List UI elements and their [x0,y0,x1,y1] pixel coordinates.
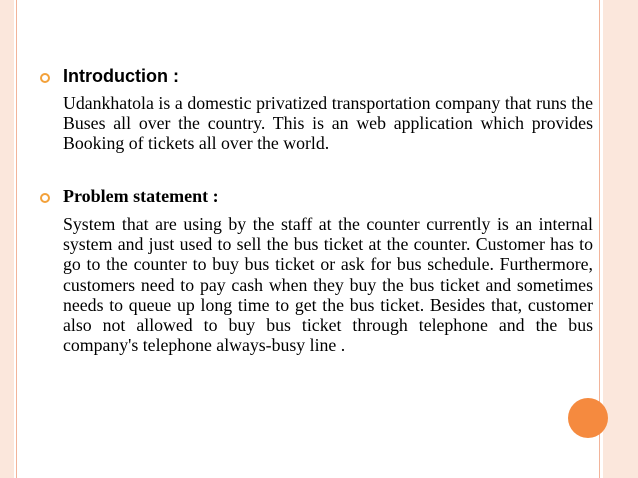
section-heading-introduction: Introduction : [63,66,179,86]
orange-circle-accent [568,398,608,438]
ring-bullet-icon [40,193,50,203]
left-border-line [16,0,17,478]
ring-bullet-icon [40,73,50,83]
section-body-problem-statement: System that are using by the staff at the counter currently is an internal system and just used to sell the bus ticket at the counter. Customer has to go to the counter to buy bus ticket or ask for bus schedule. Furthermore, customers need to pay cash when they buy the bus ticket and sometimes needs to queue up long time to get the bus ticket. Besides that, customer also not allowed to buy bus ticket through telephone and the bus company's telephone always-busy line . [63,214,593,356]
right-border-band [603,0,638,478]
section-body-introduction: Udankhatola is a domestic privatized transportation company that runs the Buses all over the country. This is an web application which provides Booking of tickets all over the world. [63,93,593,154]
section-heading-problem-statement: Problem statement : [63,186,219,206]
left-border-band [0,0,14,478]
